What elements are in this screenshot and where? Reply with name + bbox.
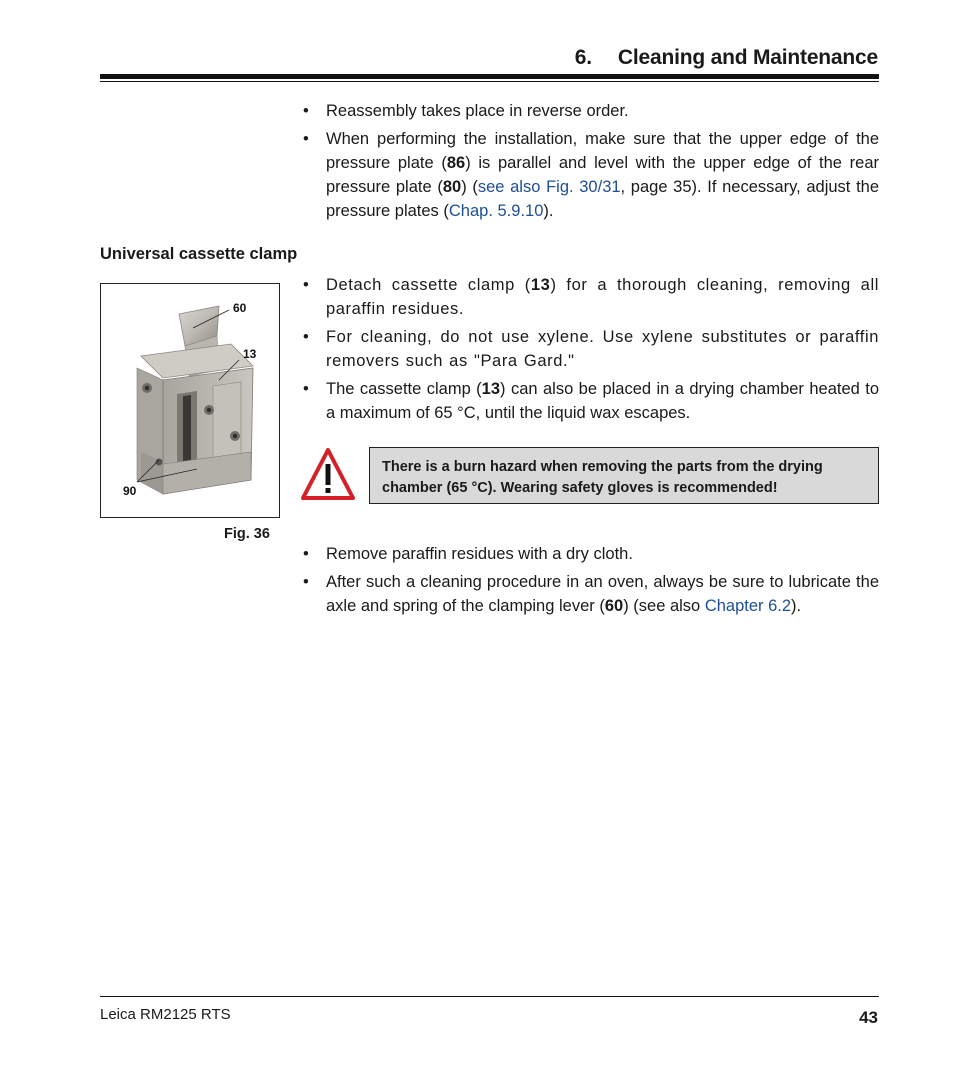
page-header-title [575,46,878,70]
callout-label: 13 [243,347,257,361]
intro-bullet-list [301,99,879,227]
link-chapter-6-2[interactable]: Chapter 6.2 [704,597,792,615]
header-rule-thin [100,81,879,82]
figure-36-image [100,283,280,518]
list-item: • After such a cleaning procedure in an oven, always be sure to lubricate the axle and spring of the clamping lever (60) (see also Chapter 6.2). [301,570,879,618]
chapter-title: Cleaning and Maintenance [617,46,878,69]
cassette-clamp-illustration [101,284,279,517]
chapter-number: 6. [574,46,592,69]
list-item: • Reassembly takes place in reverse order. [301,99,879,123]
ref-number: 80 [442,178,462,196]
callout-label: 60 [233,301,247,315]
list-item: • Remove paraffin residues with a dry cloth. [301,542,879,566]
figure-caption: Fig. 36 [224,526,270,542]
footer-rule [100,996,879,997]
footer-product-name: Leica RM2125 RTS [100,1006,231,1023]
warning-box [369,447,879,504]
ref-number: 13 [481,380,501,398]
link-chap-5-9-10[interactable]: Chap. 5.9.10 [448,202,544,220]
list-item: • The cassette clamp (13) can also be placed in a drying chamber heated to a maximum of 65 °C, until the liquid wax escapes. [301,377,879,425]
final-bullet-list [301,542,879,622]
page-number: 43 [859,1008,878,1027]
ref-number: 60 [604,597,624,615]
list-item: • Detach cassette clamp (13) for a thorough cleaning, removing all paraffin residues. [301,273,879,321]
section-heading: Universal cassette clamp [100,245,298,263]
callout-label: 90 [123,484,137,498]
warning-text: There is a burn hazard when removing the parts from the drying chamber (65 °C). Wearing safety gloves is recommended! [382,459,823,496]
ref-number: 86 [446,154,466,172]
clamp-bullet-list [301,273,879,429]
list-item: • For cleaning, do not use xylene. Use xylene substitutes or paraffin removers such as "Para Gard." [301,325,879,373]
header-rule-thick [100,74,879,79]
link-fig-30-31[interactable]: see also Fig. 30/31 [477,178,621,196]
warning-triangle-icon [300,446,356,502]
list-item: • When performing the installation, make sure that the upper edge of the pressure plate (86) is parallel and level with the upper edge of the rear pressure plate (80) (see also Fig. 30/31, page 35). If necessary, adjust the pressure plates (Chap. 5.9.10). [301,127,879,223]
ref-number: 13 [530,276,551,294]
